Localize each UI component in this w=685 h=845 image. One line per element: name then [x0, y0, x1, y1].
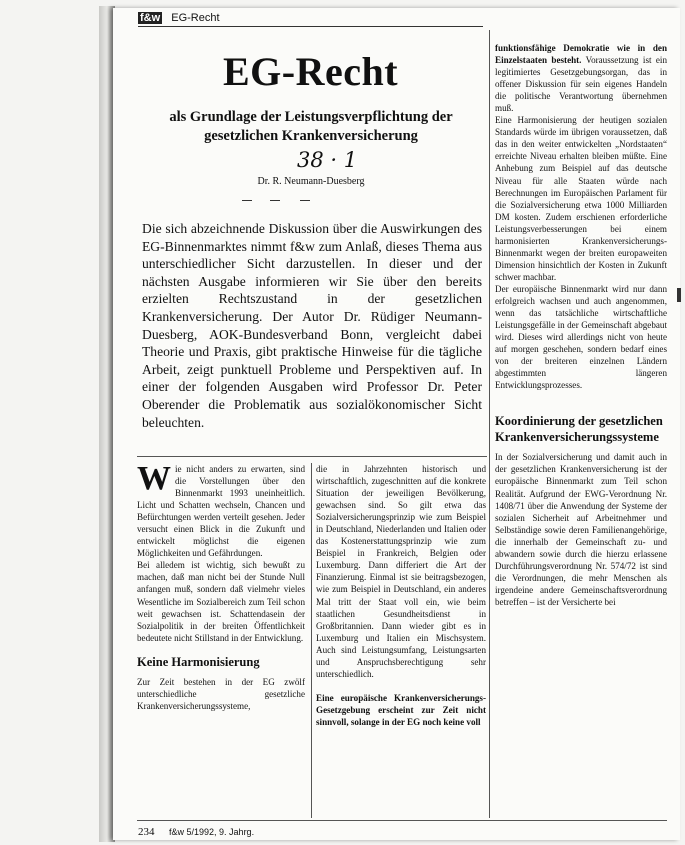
page-footer: [138, 826, 254, 838]
column-divider: [489, 470, 490, 818]
article-title: EG-Recht: [222, 49, 399, 94]
emphasis-paragraph: Eine europäische Krankenversicherungs-Gesetzgebung erscheint zur Zeit nicht sinnvoll, solange in der EG noch keine voll: [316, 692, 486, 727]
paragraph: In der Sozialversicherung und damit auch in der gesetzlichen Krankenversicherung ist der europäische Binnenmarkt zum Teil schon Realität. Aufgrund der EWG-Verordnung Nr. 1408/71 über die Anwendung der Systeme der sozialen Sicherheit auf Arbeitnehmer und Selbständige sowie deren Familienangehörige, die innerhalb der Gemeinschaft zu- und abwandern sowie durch die hierzu erlassene Durchführungsverordnung Nr. 574/72 ist sind die Verordnungen, die mehr Menschen als irgendeine andere Gemeinschaftsverordnung betreffen – ist der Versicherte bei: [495, 452, 667, 607]
ornament-dash: [300, 200, 310, 201]
paragraph: die in Jahrzehnten historisch und wirtschaftlich, zugeschnitten auf die konkrete Situation der jeweiligen Bevölkerung, gewachsen sind. So gilt etwa das Sozialversicherungsprinzip wie zum Beispiel in Deutschland, Niederlanden und Italien oder das Kostenerstattungsprinzip wie zum Beispiel in Frankreich, Belgien oder Luxemburg. Dann differiert die Art der Finanzierung. Einmal ist sie beitragsbezogen, wie zum Beispiel in Deutschland, ein anderes Mal tritt der Staat voll ein, wie beim staatlichen Gesundheitsdienst in Großbritannien. Dann wieder gibt es in Luxemburg und Italien ein Mischsystem. Auch sind Leistungsumfang, Leistungsarten und Anspruchsberechtigung sehr unterschiedlich.: [316, 464, 486, 679]
ornament-dash: [270, 200, 280, 201]
column-divider: [311, 463, 312, 818]
article-subtitle: als Grundlage der Leistungsverpflichtung der gesetzlichen Krankenversicherung: [169, 109, 453, 144]
paragraph-text: ie nicht anders zu erwarten, sind die Vorstellungen über den Binnenmarkt 1993 uneinheitlich. Licht und Schatten wechseln, Chancen und Befürchtungen werden verteilt gesehen. Jeder versucht einen Blick in die Zukunft und entwickelt möglichst die eigenen Möglichkeiten und Gefährdungen.: [137, 464, 305, 559]
text-column-1: [137, 460, 305, 712]
paragraph: Zur Zeit bestehen in der EG zwölf unterschiedliche gesetzliche Krankenversicherungssysteme,: [137, 676, 305, 711]
paragraph-text: Voraussetzung ist ein legitimiertes Gesetzgebungsorgan, das in offener Diskussion für sein eigenes Handeln die politische Verantwortung übernehmen muß.: [495, 55, 667, 114]
text-column-3: [495, 42, 667, 608]
article-author: Dr. R. Neumann-Duesberg: [257, 176, 365, 187]
text-column-2: [316, 463, 486, 728]
running-head: [138, 12, 220, 24]
section-heading: Keine Harmonisierung: [137, 654, 260, 669]
handwritten-annotation: 38 · 1: [297, 148, 358, 172]
drop-cap: W: [137, 460, 171, 497]
journal-logo: f&w: [140, 12, 161, 24]
article-intro: Die sich abzeichnende Diskussion über die Auswirkungen des EG-Binnenmarktes nimmt f&w zum Anlaß, dieses Thema aus unterschiedlicher Sicht darzustellen. In dieser und der nächsten Ausgabe informieren wir Sie über den bereits erzielten Rechtszustand in der gesetzlichen Krankenversicherung. Der Autor Dr. Rüdiger Neumann-Duesberg, AOK-Bundesverband Bonn, vergleicht dabei Theorie und Praxis, gibt praktische Hinweise für die tägliche Arbeit, zeigt punktuell Probleme und Perspektiven auf. In einer der folgenden Ausgaben wird Professor Dr. Peter Oberender die Problematik aus sozialökonomischer Sicht beleuchten.: [142, 221, 482, 430]
paragraph: Der europäische Binnenmarkt wird nur dann erfolgreich wachsen und auch angenommen, wenn das tatsächliche wirtschaftliche Leistungsgefälle in der Gemeinschaft abgebaut wird. Dieses wird allerdings nicht von heute auf morgen geschehen, sondern bedarf eines von der breiteren einzelnen Ländern abgestimmten längeren Entwicklungsprozesses.: [495, 283, 667, 391]
ornament-dash: [242, 200, 252, 201]
running-head-section: EG-Recht: [171, 12, 220, 24]
column-divider: [489, 30, 490, 470]
bottom-rule: [137, 820, 667, 821]
paragraph: Eine Harmonisierung der heutigen sozialen Standards würde im übrigen voraussetzen, daß das in den weiter entwickelten „Nordstaaten“ erreichte Niveau erhalten bleiben müßte. Eine Anhebung zum Beispiel auf das deutsche Niveau für alle Staaten würde nach Berechnungen im Europäischen Parlament für die Sozialversicherung etwa 1000 Milliarden DM kosten. Zudem erschienen erforderliche Leistungsverbesserungen bei einem harmonisierten Krankenversicherungs-Binnenmarkt wegen der breiten europaweiten Dimension hinsichtlich der Kosten in Zukunft schwer machbar.: [495, 115, 667, 282]
page-number: 234: [138, 826, 155, 838]
section-heading: Koordinierung der gesetzlichen Krankenversicherungssysteme: [495, 414, 663, 445]
page-edge-mark: [677, 288, 681, 302]
paragraph: [495, 42, 667, 114]
top-rule: [138, 26, 483, 27]
intro-divider: [137, 456, 487, 457]
paragraph: [137, 460, 305, 559]
emphasis-text: funktionsfähige Demokratie wie in den Einzelstaaten besteht.: [495, 43, 667, 66]
journal-citation: f&w 5/1992, 9. Jahrg.: [169, 827, 255, 837]
paragraph: Bei alledem ist wichtig, sich bewußt zu machen, daß man nicht bei der Stunde Null anfangen muß, sondern daß vielmehr vieles Wesentliche im Sozialbereich zum Teil schon weit gewachsen ist. Schattendasein der Sozialpolitik in der breiten Öffentlichkeit bedeutete nicht Stillstand in der Entwicklung.: [137, 560, 305, 643]
